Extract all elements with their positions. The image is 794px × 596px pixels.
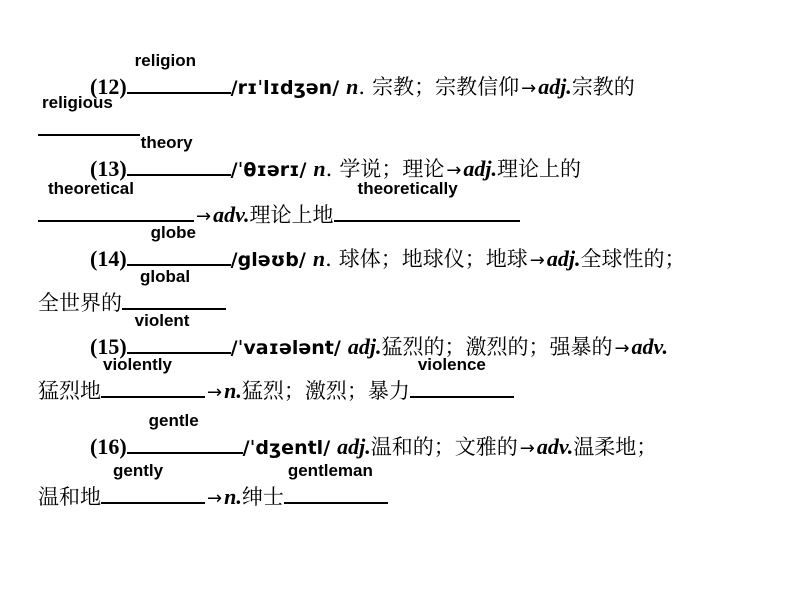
answer-text: violently bbox=[103, 355, 172, 374]
item-number: (14) bbox=[90, 246, 127, 271]
answer-blank bbox=[122, 267, 226, 310]
arrow-icon: → bbox=[446, 160, 462, 181]
meaning: 绅士 bbox=[241, 485, 284, 509]
arrow-icon: → bbox=[529, 250, 545, 271]
part-of-speech: adv. bbox=[631, 334, 668, 359]
item-number: (16) bbox=[90, 434, 127, 459]
answer-blank bbox=[127, 133, 231, 176]
answer-text: theoretically bbox=[357, 179, 458, 198]
part-of-speech: adj. bbox=[538, 74, 572, 99]
answer-blank bbox=[38, 179, 194, 222]
part-of-speech: n. bbox=[224, 484, 242, 509]
answer-blank bbox=[101, 355, 205, 398]
vocab-line-13b bbox=[38, 179, 764, 232]
answer-blank bbox=[101, 461, 205, 504]
vocab-line-12a bbox=[90, 51, 764, 104]
phonetic: /ˈθɪərɪ/ bbox=[230, 159, 307, 181]
arrow-icon: → bbox=[196, 206, 212, 227]
part-of-speech: adj. bbox=[337, 434, 371, 459]
meaning: 猛烈的；激烈的；强暴的 bbox=[381, 335, 613, 359]
answer-text: religious bbox=[42, 93, 113, 112]
part-of-speech: adv. bbox=[213, 202, 250, 227]
answer-blank bbox=[127, 311, 231, 354]
vocab-line-14a bbox=[90, 223, 764, 276]
meaning: 球体；地球仪；地球 bbox=[338, 247, 528, 271]
part-of-speech: adj. bbox=[546, 246, 581, 271]
vocab-line-16a bbox=[90, 411, 764, 464]
arrow-icon: → bbox=[207, 488, 223, 509]
answer-text: theoretical bbox=[48, 179, 134, 198]
meaning: 学说；理论 bbox=[339, 157, 445, 181]
item-number: (13) bbox=[90, 156, 127, 181]
vocab-line-16b bbox=[38, 461, 764, 514]
vocab-line-15b bbox=[38, 355, 764, 408]
part-of-speech: adj. bbox=[347, 334, 382, 359]
answer-blank bbox=[127, 411, 243, 454]
meaning: 理论上的 bbox=[497, 157, 582, 181]
answer-blank bbox=[334, 179, 520, 222]
answer-text: globe bbox=[150, 223, 196, 242]
arrow-icon: → bbox=[614, 338, 630, 359]
phonetic: /gləʊb/ bbox=[230, 249, 306, 271]
item-number: (12) bbox=[90, 74, 127, 99]
part-of-speech: n bbox=[312, 246, 326, 271]
answer-text: religion bbox=[134, 51, 197, 70]
answer-blank bbox=[38, 93, 140, 136]
arrow-icon: → bbox=[519, 438, 535, 459]
meaning: 温和的；文雅的 bbox=[370, 435, 518, 459]
part-of-speech: n bbox=[346, 74, 359, 99]
meaning: 温和地 bbox=[38, 485, 101, 509]
part-of-speech: n bbox=[313, 156, 326, 181]
pos-dot: . bbox=[325, 247, 332, 271]
meaning: 猛烈；激烈；暴力 bbox=[241, 379, 410, 403]
meaning: 宗教；宗教信仰 bbox=[372, 75, 520, 99]
meaning: 理论上地 bbox=[249, 203, 334, 227]
answer-blank bbox=[127, 51, 231, 94]
part-of-speech: adj. bbox=[463, 156, 498, 181]
meaning: 宗教的 bbox=[571, 75, 635, 99]
part-of-speech: n. bbox=[224, 378, 242, 403]
answer-blank bbox=[284, 461, 388, 504]
answer-text: theory bbox=[140, 133, 193, 152]
phonetic: /rɪˈlɪdʒən/ bbox=[230, 77, 340, 99]
meaning: 温柔地； bbox=[573, 435, 658, 459]
part-of-speech: adv. bbox=[536, 434, 574, 459]
item-number: (15) bbox=[90, 334, 127, 359]
answer-blank bbox=[410, 355, 514, 398]
arrow-icon: → bbox=[521, 78, 537, 99]
meaning: 全世界的 bbox=[38, 291, 122, 315]
arrow-icon: → bbox=[207, 382, 223, 403]
meaning: 全球性的； bbox=[580, 247, 686, 271]
phonetic: /ˈdʒentl/ bbox=[242, 437, 331, 459]
answer-blank bbox=[127, 223, 231, 266]
answer-text: gentle bbox=[148, 411, 199, 430]
answer-text: violence bbox=[417, 355, 486, 374]
meaning: 猛烈地 bbox=[38, 379, 101, 403]
answer-text: violent bbox=[134, 311, 190, 330]
phonetic: /ˈvaɪələnt/ bbox=[230, 337, 341, 359]
answer-text: global bbox=[140, 267, 191, 286]
answer-text: gentleman bbox=[287, 461, 373, 480]
answer-text: gently bbox=[113, 461, 164, 480]
pos-dot: . bbox=[325, 157, 333, 181]
pos-dot: . bbox=[358, 75, 366, 99]
